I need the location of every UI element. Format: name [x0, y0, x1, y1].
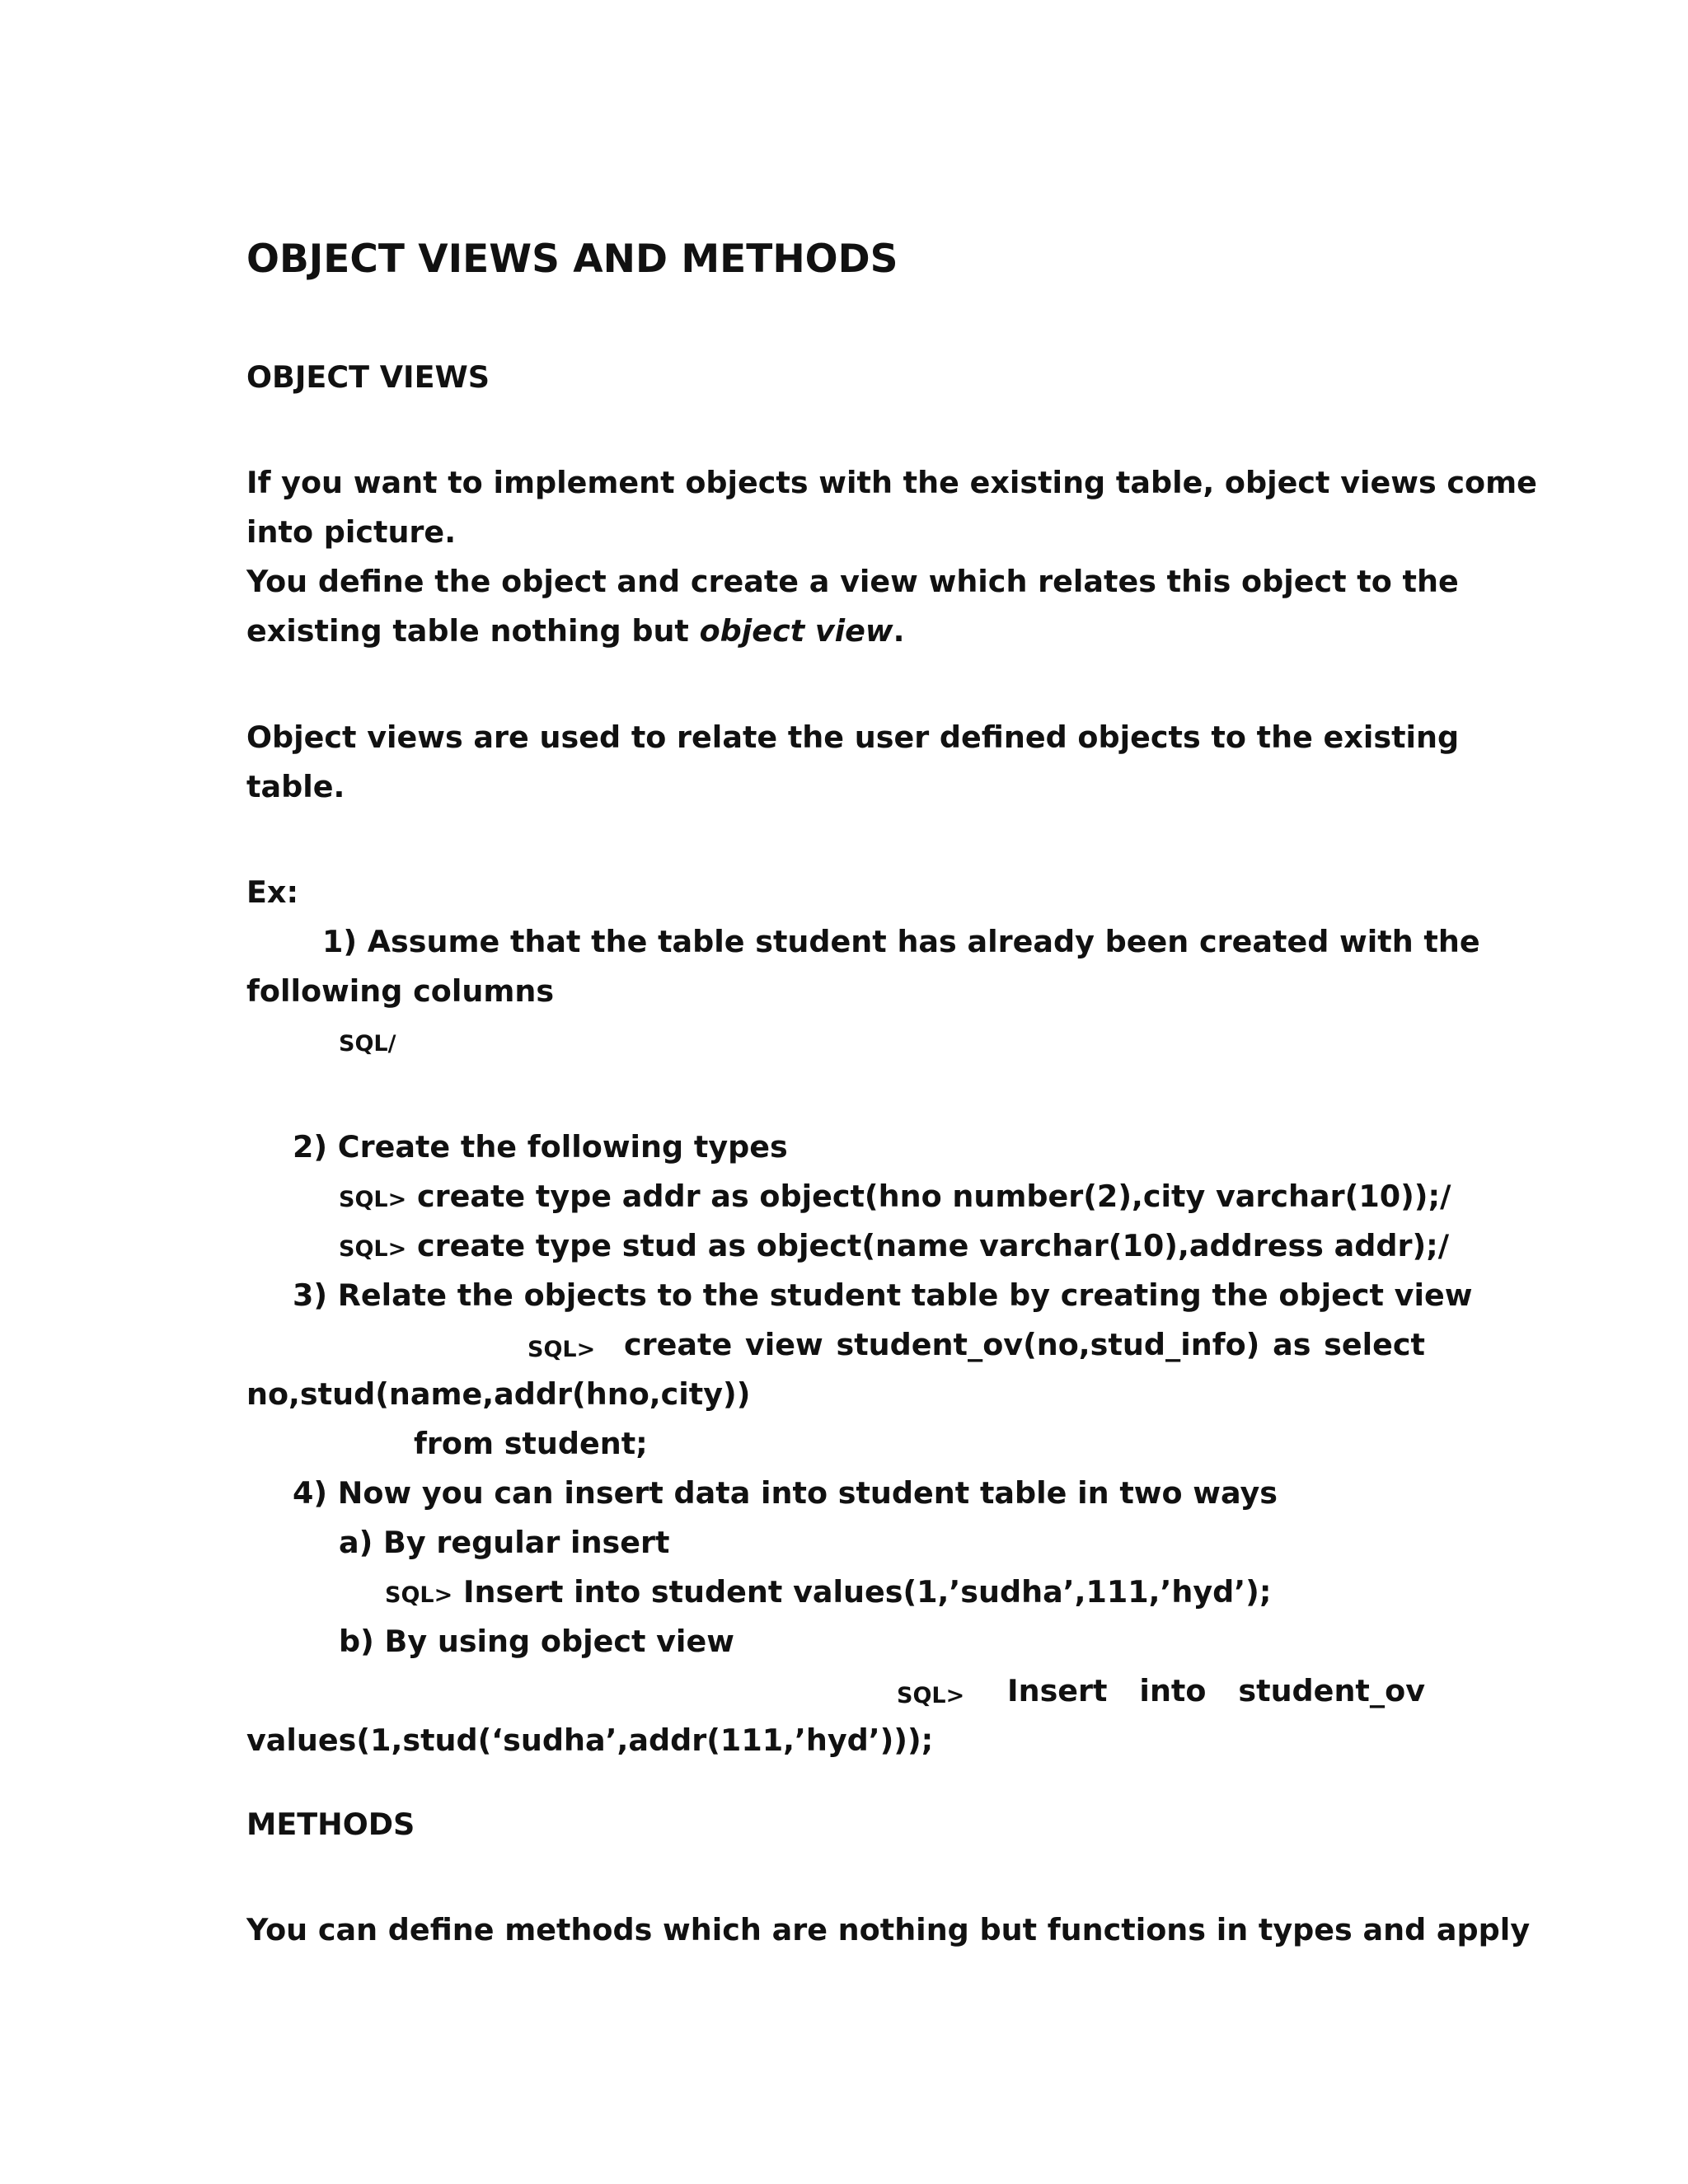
- sql-prompt: SQL>: [385, 1582, 453, 1608]
- paragraph-line: If you want to implement objects with the existing table, object views come: [246, 465, 1537, 500]
- section-heading-methods: METHODS: [246, 1807, 415, 1842]
- section-heading-object-views: OBJECT VIEWS: [246, 359, 490, 395]
- paragraph-line: You can define methods which are nothing but functions in types and apply: [246, 1912, 1531, 1947]
- step-4-title: 4) Now you can insert data into student table in two ways: [293, 1475, 1278, 1511]
- step-3-title: 3) Relate the objects to the student table by creating the object view: [293, 1277, 1473, 1313]
- sql-command: [385, 1574, 1564, 1614]
- text-run: existing table nothing but: [246, 613, 700, 649]
- text-run: .: [893, 613, 905, 649]
- sql-text: create view student_ov(no,stud_info) as select: [624, 1327, 1425, 1362]
- paragraph-line: [246, 613, 1425, 649]
- sql-prompt: SQL>: [339, 1187, 407, 1212]
- example-label: Ex:: [246, 874, 299, 910]
- step-1-line: 1) Assume that the table student has already been created with the: [322, 924, 1480, 959]
- paragraph-line: You define the object and create a view which relates this object to the: [246, 564, 1459, 599]
- emphasis-text: object view: [699, 613, 893, 649]
- sql-text: no,stud(name,addr(hno,city)): [246, 1376, 751, 1412]
- sql-command: [339, 1228, 1517, 1268]
- sql-text: Insert into student_ov: [1007, 1673, 1425, 1708]
- sql-prompt: SQL>: [897, 1683, 965, 1708]
- step-1-line: following columns: [246, 973, 555, 1009]
- paragraph-line: into picture.: [246, 514, 457, 550]
- paragraph-line: table.: [246, 769, 345, 804]
- sql-prompt: SQL>: [528, 1337, 596, 1362]
- sub-step-a: a) By regular insert: [339, 1525, 670, 1560]
- paragraph-line: Object views are used to relate the user defined objects to the existing: [246, 719, 1460, 755]
- sql-text: Insert into student values(1,’sudha’,111,’hyd’);: [462, 1574, 1272, 1610]
- page-title: OBJECT VIEWS AND METHODS: [246, 237, 898, 282]
- sql-prompt: SQL>: [339, 1236, 407, 1262]
- sql-text: create type stud as object(name varchar(10),address addr);/: [416, 1228, 1450, 1263]
- sql-command: [339, 1179, 1517, 1218]
- sql-text: create type addr as object(hno number(2),city varchar(10));/: [416, 1179, 1451, 1214]
- sql-snippet: SQL/: [339, 1031, 396, 1057]
- sub-step-b: b) By using object view: [339, 1624, 734, 1659]
- sql-text: values(1,stud(‘sudha’,addr(111,’hyd’)));: [246, 1722, 934, 1758]
- step-2-title: 2) Create the following types: [293, 1129, 788, 1165]
- sql-text: from student;: [414, 1426, 648, 1461]
